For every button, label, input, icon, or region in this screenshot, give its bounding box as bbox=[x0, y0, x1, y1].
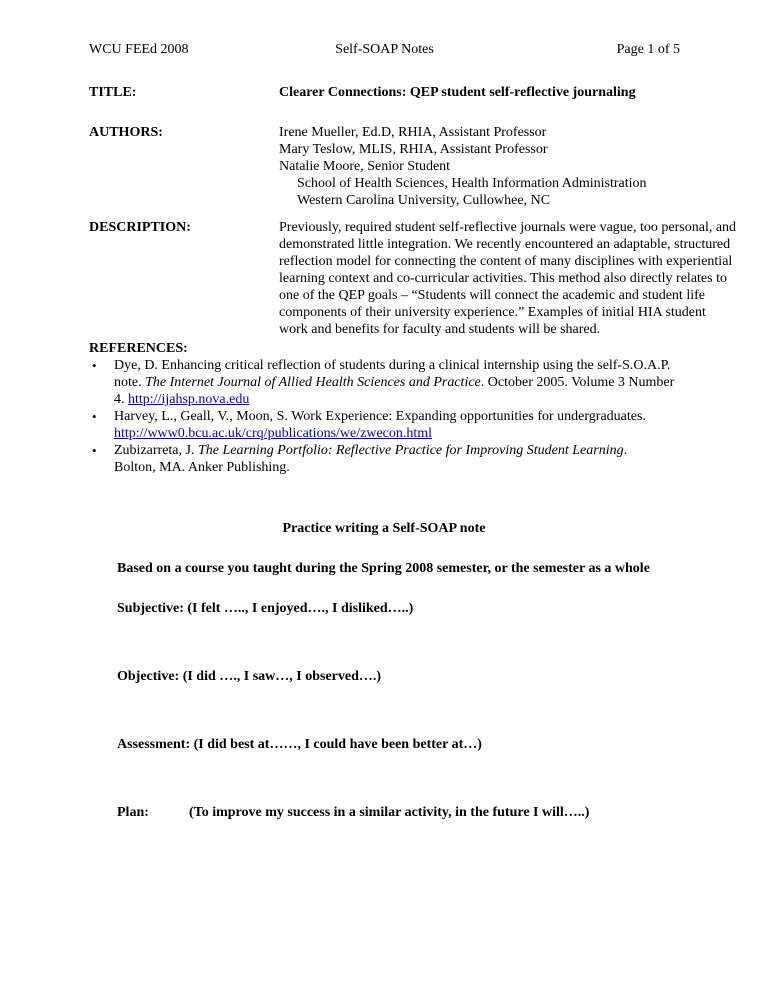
reference-text: Bolton, MA. Anker Publishing. bbox=[114, 460, 290, 475]
reference-text: . October 2005. Volume 3 Number bbox=[480, 375, 675, 390]
description-line: Previously, required student self-reflective journals were vague, too personal, and bbox=[279, 220, 737, 235]
plan-prompt: (To improve my success in a similar activity, in the future I will…..) bbox=[189, 805, 590, 820]
practice-based-on: Based on a course you taught during the Spring 2008 semester, or the semester as a whole bbox=[117, 561, 650, 576]
reference-text: . bbox=[623, 443, 628, 458]
bullet-icon: • bbox=[92, 443, 97, 458]
reference-link[interactable]: http://ijahsp.nova.edu bbox=[128, 392, 250, 407]
reference-text: Zubizarreta, J. bbox=[114, 443, 198, 458]
author-line: Irene Mueller, Ed.D, RHIA, Assistant Professor bbox=[279, 125, 547, 140]
description-line: work and benefits for faculty and students will be shared. bbox=[279, 322, 601, 337]
reference-link[interactable]: http://www0.bcu.ac.uk/crq/publications/we/zwecon.html bbox=[114, 426, 433, 441]
assessment-prompt: Assessment: (I did best at……, I could have been better at…) bbox=[117, 737, 482, 752]
reference-item bbox=[89, 408, 708, 442]
authors-label: AUTHORS: bbox=[89, 125, 163, 140]
page-header bbox=[89, 41, 680, 61]
reference-journal: The Internet Journal of Allied Health Sciences and Practice bbox=[145, 375, 481, 390]
references-section bbox=[89, 340, 708, 476]
reference-item bbox=[89, 357, 708, 408]
practice-title: Practice writing a Self-SOAP note bbox=[282, 521, 486, 536]
header-left: WCU FEEd 2008 bbox=[89, 42, 189, 57]
header-center: Self-SOAP Notes bbox=[335, 42, 434, 57]
author-affiliation: Western Carolina University, Cullowhee, NC bbox=[297, 193, 551, 208]
references-heading: REFERENCES: bbox=[89, 341, 188, 356]
reference-item bbox=[89, 442, 708, 476]
header-page-number: Page 1 of 5 bbox=[616, 42, 680, 57]
objective-prompt: Objective: (I did …., I saw…, I observed….) bbox=[117, 669, 382, 684]
references-list bbox=[89, 357, 708, 476]
description-label: DESCRIPTION: bbox=[89, 220, 191, 235]
bullet-icon: • bbox=[92, 358, 97, 373]
reference-text: note. bbox=[114, 375, 146, 390]
reference-text: Dye, D. Enhancing critical reflection of students during a clinical internship using the self-S.O.A.P. bbox=[114, 358, 671, 373]
reference-text: 4. bbox=[114, 392, 128, 407]
reference-book-title: The Learning Portfolio: Reflective Practice for Improving Student Learning bbox=[197, 443, 624, 458]
description-line: demonstrated little integration. We recently encountered an adaptable, structured bbox=[279, 237, 731, 252]
title-label: TITLE: bbox=[89, 85, 137, 100]
author-line: Natalie Moore, Senior Student bbox=[279, 159, 451, 174]
description-line: one of the QEP goals – “Students will connect the academic and student life bbox=[279, 288, 705, 303]
description-line: learning context and co-curricular activities. This method also directly relates to bbox=[279, 271, 727, 286]
description-line: reflection model for connecting the content of many disciplines with experiential bbox=[279, 254, 733, 269]
description-text bbox=[279, 219, 737, 338]
plan-label: Plan: bbox=[117, 805, 149, 820]
title-text: Clearer Connections: QEP student self-reflective journaling bbox=[279, 85, 636, 100]
author-affiliation: School of Health Sciences, Health Information Administration bbox=[297, 176, 647, 191]
authors-list bbox=[279, 124, 680, 209]
description-line: components of their university experience.” Examples of initial HIA student bbox=[279, 305, 706, 320]
bullet-icon: • bbox=[92, 409, 97, 424]
reference-text: Harvey, L., Geall, V., Moon, S. Work Experience: Expanding opportunities for undergraduates. bbox=[114, 409, 646, 424]
author-line: Mary Teslow, MLIS, RHIA, Assistant Professor bbox=[279, 142, 548, 157]
subjective-prompt: Subjective: (I felt ….., I enjoyed…., I disliked…..) bbox=[117, 601, 414, 616]
